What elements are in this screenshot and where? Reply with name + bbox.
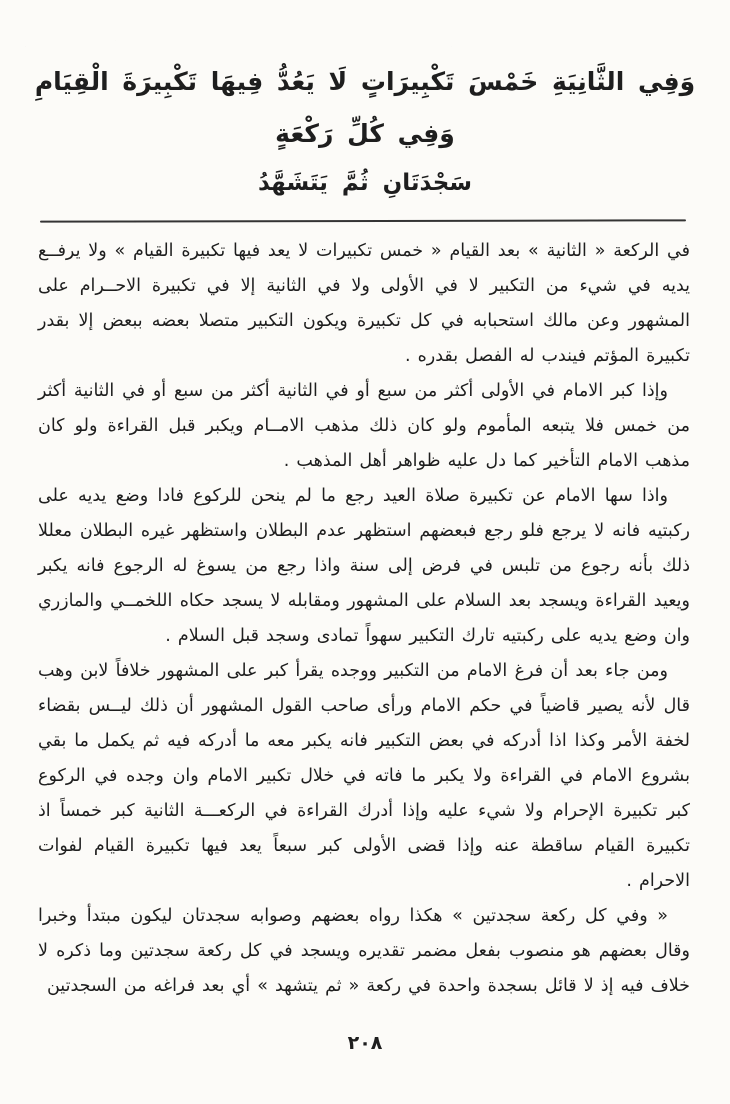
matn-header-line-2: سَجْدَتَانِ ثُمَّ يَتَشَهَّدُ bbox=[258, 170, 472, 196]
commentary-paragraph-4: ومن جاء بعد أن فرغ الامام من التكبير ووجده يقرأ كبر على المشهور خلافاً لابن وهب قال لأنه يصير قاضياً في حكم الامام ورأى صاحب القول المشهور أن ذلك ليــس بقضاء لخفة الأمر وكذا اذا أدركه في بعض التكبير فانه يكبر معه ما أدركه فيه ثم يكمل ما بقي بشروع الامام في القراءة ولا يكبر ما فاته في خلال تكبير الامام وان وجده في الركوع كبر تكبيرة الإحرام ولا شيء عليه وإذا أدرك القراءة في الركعـــة الثانية كبر خمساً اذ تكبيرة القيام ساقطة عنه وإذا قضى الأولى كبر سبعاً يعد فيها تكبيرة القيام لفوات الاحرام . bbox=[38, 661, 690, 891]
commentary-paragraph-3: واذا سها الامام عن تكبيرة صلاة العيد رجع ما لم ينحن للركوع فادا وضع يديه على ركبتيه فانه لا يرجع فلو رجع فبعضهم استظهر عدم البطلان واستظهر غيره البطلان معللا ذلك بأنه رجوع من تلبس في فرض إلى سنة واذا رجع من يسوغ له الرجوع فانه يكبر ويعيد القراءة ويسجد بعد السلام على المشهور ومقابله لا يسجد حكاه اللخمــي والمازري وان وضع يديه على ركبتيه تارك التكبير سهواً تمادى وسجد قبل السلام . bbox=[38, 486, 690, 646]
commentary-body bbox=[38, 234, 690, 1004]
commentary-paragraph-2: وإذا كبر الامام في الأولى أكثر من سبع أو في الثانية أكثر من سبع أو في الثانية أكثر من خمس فلا يتبعه المأموم ولو كان ذلك مذهب الامــام ويكبر قبل القراءة ولو كان مذهب الامام التأخير كما دل عليه ظواهر أهل المذهب . bbox=[38, 381, 690, 471]
commentary-paragraph-5: « وفي كل ركعة سجدتين » هكذا رواه بعضهم وصوابه سجدتان ليكون مبتدأ وخبرا وقال بعضهم هو منصوب بفعل مضمر تقديره ويسجد في كل ركعة سجدتين وما ذكره لا خلاف فيه إذ لا قائل بسجدة واحدة في ركعة « ثم يتشهد » أي بعد فراغه من السجدتين bbox=[38, 906, 690, 996]
page-number: ٢٠٨ bbox=[347, 1032, 383, 1054]
matn-header-line-1: وَفِي الثَّانِيَةِ خَمْسَ تَكْبِيرَاتٍ لَا يَعُدُّ فِيهَا تَكْبِيرَةَ الْقِيَامِ وَفِي كُلِّ رَكْعَةٍ bbox=[34, 67, 696, 148]
matn-header bbox=[0, 0, 730, 206]
commentary-paragraph-1: في الركعة « الثانية » بعد القيام « خمس تكبيرات لا يعد فيها تكبيرة القيام » ولا يرفــع يديه في شيء من التكبير لا في الأولى ولا في الثانية إلا في تكبيرة الاحــرام على المشهور وعن مالك استحبابه في كل تكبيرة ويكون التكبير متصلا بعضه ببعض إلا بقدر تكبيرة المؤتم فيندب له الفصل بقدره . bbox=[38, 241, 690, 366]
page-footer bbox=[0, 1032, 730, 1054]
header-divider-rule bbox=[40, 219, 686, 222]
